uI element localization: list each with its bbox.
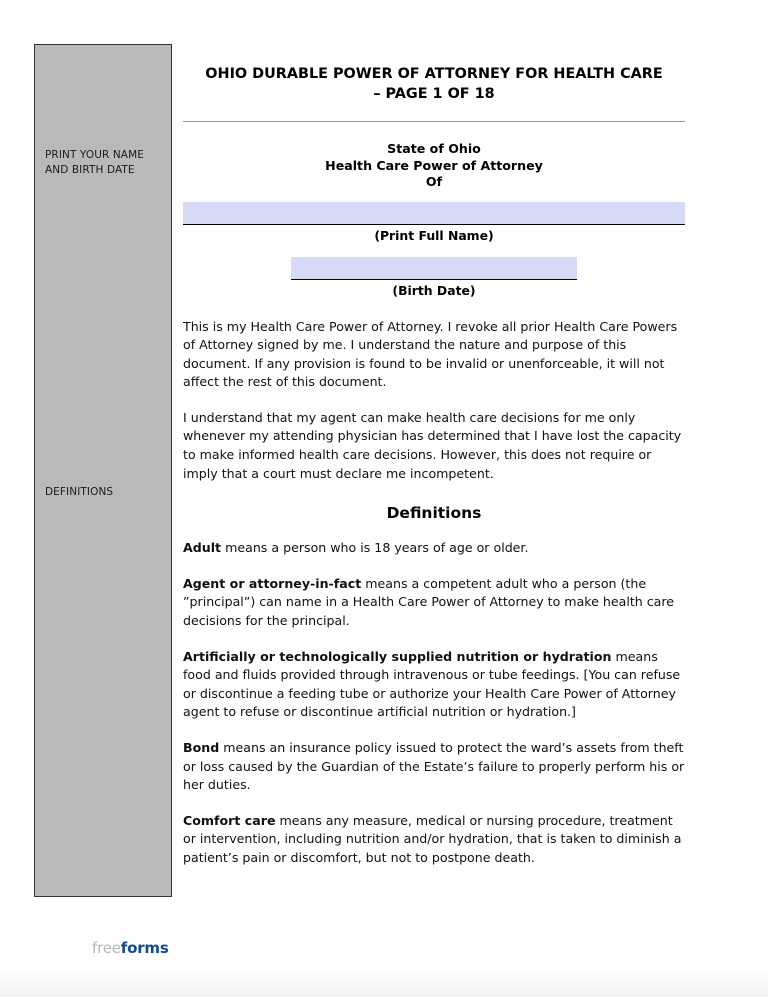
definition-term-bond: Bond xyxy=(183,740,220,755)
definition-bond xyxy=(183,722,685,795)
page-bottom-fade xyxy=(0,969,768,997)
sidebar-note-print-your-name-and-birth-date: PRINT YOUR NAME AND BIRTH DATE xyxy=(45,149,144,176)
birth-date-field-group xyxy=(183,257,685,298)
document-heading xyxy=(183,122,685,191)
document-body xyxy=(183,44,685,868)
page-title-line-2: – PAGE 1 OF 18 xyxy=(373,86,495,102)
definition-text-artificially-supplied-nutrition: means food and fluids provided through intravenous or tube feedings. [You can refuse or discontinue a feeding tube or authorize your Health Care Power of Attorney agent to refuse or discontinue artificial nutrition or hydration.] xyxy=(183,648,681,720)
definition-artificially-supplied-nutrition xyxy=(183,631,685,722)
definition-text-bond: means an insurance policy issued to protect the ward’s assets from theft or loss caused by the Guardian of the Estate’s failure to properly perform his or her duties. xyxy=(183,740,685,793)
page-title-line-1: OHIO DURABLE POWER OF ATTORNEY FOR HEALTH CARE xyxy=(205,66,663,82)
freeforms-logo-free: free xyxy=(92,939,121,957)
freeforms-logo[interactable] xyxy=(92,939,169,957)
birth-date-input[interactable] xyxy=(291,257,577,280)
intro-paragraph-2: I understand that my agent can make health care decisions for me only whenever my attending physician has determined that I have lost the capacity to make informed health care decisions. However, this does not require or imply that a court must declare me incompetent. xyxy=(183,409,682,481)
full-name-caption: (Print Full Name) xyxy=(374,227,494,243)
full-name-field-group xyxy=(183,202,685,243)
definition-term-adult: Adult xyxy=(183,540,222,556)
freeforms-logo-forms: forms xyxy=(120,939,169,957)
definition-adult xyxy=(183,522,685,558)
definition-text-adult: means a person who is 18 years of age or older. xyxy=(221,540,529,556)
definition-term-comfort-care: Comfort care xyxy=(183,812,276,828)
document-heading-line-2: Health Care Power of Attorney xyxy=(325,157,543,173)
definition-term-agent-or-attorney-in-fact: Agent or attorney-in-fact xyxy=(183,575,362,591)
definitions-heading: Definitions xyxy=(386,504,482,523)
definition-term-artificially-supplied-nutrition: Artificially or technologically supplied nutrition or hydration xyxy=(183,648,612,664)
document-heading-line-3: Of xyxy=(425,174,443,189)
sidebar-note-definitions: DEFINITIONS xyxy=(45,486,114,498)
definition-text-agent-or-attorney-in-fact: means a competent adult who a person (the ”principal”) can name in a Health Care Power of Attorney to make health care decisions for the principal. xyxy=(183,575,675,629)
definition-comfort-care xyxy=(183,795,685,868)
definition-text-comfort-care: means any measure, medical or nursing procedure, treatment or intervention, including nutrition and/or hydration, that is taken to diminish a patient’s pain or discomfort, but not to postpone death. xyxy=(183,812,682,865)
document-heading-line-1: State of Ohio xyxy=(387,141,481,156)
intro-paragraph-1: This is my Health Care Power of Attorney. I revoke all prior Health Care Powers of Attorney signed by me. I understand the nature and purpose of this document. If any provision is found to be invalid or unenforceable, it will not affect the rest of this document. xyxy=(183,318,678,390)
definition-agent-or-attorney-in-fact xyxy=(183,558,685,631)
page-title xyxy=(183,44,685,104)
annotation-sidebar xyxy=(34,44,172,897)
full-name-input[interactable] xyxy=(183,202,685,225)
birth-date-caption: (Birth Date) xyxy=(392,282,476,298)
